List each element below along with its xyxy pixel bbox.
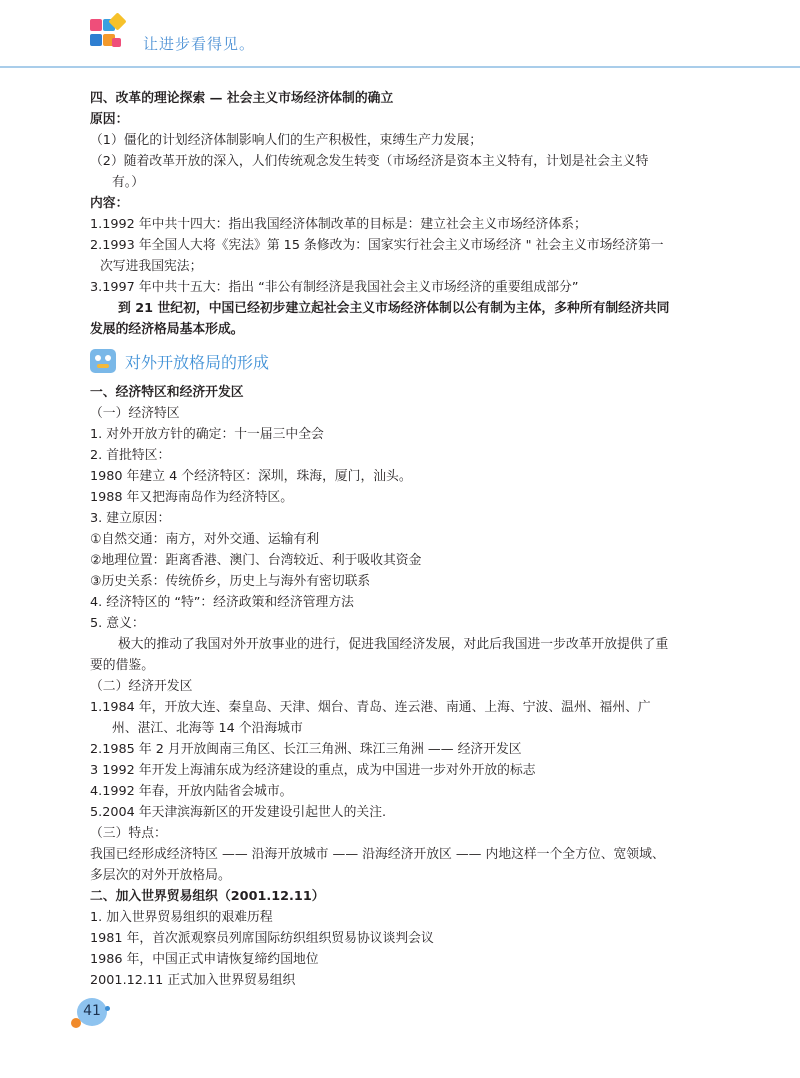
- list-item: 1988 年又把海南岛作为经济特区。: [90, 490, 293, 505]
- subheading-3: （三）特点：: [90, 826, 167, 841]
- reason-1: （1）僵化的计划经济体制影响人们的生产积极性，束缚生产力发展；: [90, 133, 483, 148]
- content-1: 1.1992 年中共十四大：指出我国经济体制改革的目标是：建立社会主义市场经济体系；: [90, 217, 587, 232]
- list-item: ③历史关系：传统侨乡，历史上与海外有密切联系: [90, 574, 371, 589]
- content-2-cont: 次写进我国宪法；: [100, 259, 203, 274]
- subheading-1: （一）经济特区: [90, 406, 180, 421]
- page-content: [90, 88, 715, 991]
- subheading-2: （二）经济开发区: [90, 679, 193, 694]
- heading-special-zones: 一、经济特区和经济开发区: [90, 385, 244, 400]
- list-item: 1. 对外开放方针的确定：十一届三中全会: [90, 427, 324, 442]
- list-item: 4.1992 年春，开放内陆省会城市。: [90, 784, 293, 799]
- list-item: 2.1985 年 2 月开放闽南三角区、长江三角洲、珠江三角洲 —— 经济开发区: [90, 742, 522, 757]
- list-item: 2. 首批特区：: [90, 448, 171, 463]
- list-item: 3 1992 年开发上海浦东成为经济建设的重点，成为中国进一步对外开放的标志: [90, 763, 536, 778]
- list-item: 5.2004 年天津滨海新区的开发建设引起世人的关注.: [90, 805, 387, 820]
- list-item: 1986 年，中国正式申请恢复缔约国地位: [90, 952, 319, 967]
- list-item: 4. 经济特区的 “特”：经济政策和经济管理方法: [90, 595, 354, 610]
- list-item: 5. 意义：: [90, 616, 145, 631]
- header-divider: [0, 66, 800, 68]
- content-2: 2.1993 年全国人大将《宪法》第 15 条修改为：国家实行社会主义市场经济 " 社会主义市场经济第一: [90, 238, 664, 253]
- heading-reform-theory: 四、改革的理论探索 — 社会主义市场经济体制的确立: [90, 91, 394, 106]
- list-item: 1981 年，首次派观察员列席国际纺织组织贸易协议谈判会议: [90, 931, 434, 946]
- list-item: 1980 年建立 4 个经济特区：深圳，珠海，厦门，汕头。: [90, 469, 412, 484]
- feature-text: 我国已经形成经济特区 —— 沿海开放城市 —— 沿海经济开放区 —— 内地这样一个全方位、宽领域、: [90, 847, 665, 862]
- significance-text-cont: 要的借鉴。: [90, 658, 154, 673]
- header-slogan: 让进步看得见。: [143, 35, 256, 53]
- significance-text: 极大的推动了我国对外开放事业的进行，促进我国经济发展，对此后我国进一步改革开放提供了重: [118, 637, 669, 652]
- list-item: 2001.12.11 正式加入世界贸易组织: [90, 973, 296, 988]
- label-content: 内容：: [90, 196, 129, 211]
- label-reasons: 原因：: [90, 112, 129, 127]
- content-3: 3.1997 年中共十五大：指出 “非公有制经济是我国社会主义市场经济的重要组成部分”: [90, 280, 579, 295]
- heading-wto: 二、加入世界贸易组织（2001.12.11）: [90, 889, 325, 904]
- reason-2: （2）随着改革开放的深入，人们传统观念发生转变（市场经济是资本主义特有，计划是社会主义特: [90, 154, 649, 169]
- list-item: 1. 加入世界贸易组织的艰难历程: [90, 910, 273, 925]
- page-number-badge: [75, 998, 109, 1026]
- list-item: ②地理位置：距离香港、澳门、台湾较近、利于吸收其资金: [90, 553, 422, 568]
- list-item-cont: 州、湛江、北海等 14 个沿海城市: [112, 721, 303, 736]
- reason-2-cont: 有。）: [112, 175, 144, 190]
- backpack-icon: [90, 349, 116, 373]
- brand-logo: [90, 19, 124, 53]
- list-item: 1.1984 年，开放大连、秦皇岛、天津、烟台、青岛、连云港、南通、上海、宁波、温州、福州、广: [90, 700, 651, 715]
- list-item: 3. 建立原因：: [90, 511, 171, 526]
- summary: 到 21 世纪初，中国已经初步建立起社会主义市场经济体制以公有制为主体，多种所有制经济共同: [118, 301, 670, 316]
- feature-text-cont: 多层次的对外开放格局。: [90, 868, 231, 883]
- page-header: [0, 0, 800, 70]
- summary-cont: 发展的经济格局基本形成。: [90, 322, 244, 337]
- section-header: [90, 344, 715, 378]
- section-title: 对外开放格局的形成: [125, 352, 270, 372]
- page-number: 41: [83, 1003, 101, 1019]
- list-item: ①自然交通：南方，对外交通、运输有利: [90, 532, 320, 547]
